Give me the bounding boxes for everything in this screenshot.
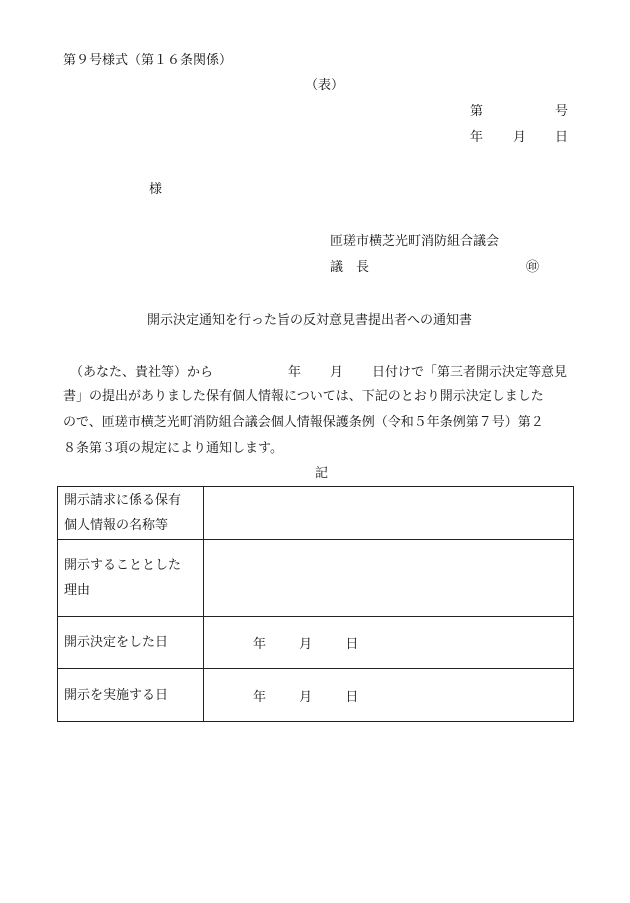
intro-prefix: （あなた、貴社等）から: [70, 365, 214, 380]
ki-label: 記: [315, 466, 329, 481]
date-day: 日: [345, 689, 359, 705]
row-label-line: 開示を実施する日: [64, 687, 169, 703]
sender-title: 議 長: [330, 260, 370, 275]
row-label-info-name: [58, 487, 204, 540]
date-year: 年: [253, 689, 267, 705]
intro-month: 月: [330, 365, 344, 380]
body-line-4: ８条第３項の規定により通知します。: [63, 441, 283, 456]
row-label-implementation-date: [58, 669, 204, 722]
table-row: [58, 487, 574, 540]
row-label-line: 理由: [64, 583, 91, 598]
date-month: 月: [299, 689, 313, 705]
date-month: 月: [299, 637, 313, 652]
row-value-info-name: [204, 487, 574, 540]
row-label-decision-date: [58, 617, 204, 669]
date-year: 年: [470, 130, 484, 145]
disclosure-table: [57, 486, 574, 722]
date-day: 日: [345, 637, 359, 652]
doc-number-dai: 第: [470, 104, 484, 119]
body-line-2: 書」の提出がありました保有個人情報については、下記のとおり開示決定しました: [63, 389, 544, 404]
document-title: 開示決定通知を行った旨の反対意見書提出者への通知書: [147, 313, 473, 328]
row-label-line: 開示請求に係る保有: [64, 493, 182, 508]
row-label-reason: [58, 540, 204, 617]
date-month: 月: [513, 130, 527, 145]
date-year: 年: [253, 637, 267, 652]
sender-organization: 匝瑳市横芝光町消防組合議会: [330, 234, 500, 249]
date-day: 日: [555, 130, 569, 145]
side-label: （表）: [305, 78, 345, 93]
table-row: [58, 669, 574, 722]
row-value-implementation-date: [204, 669, 574, 722]
row-value-decision-date: [204, 617, 574, 669]
intro-suffix: 日付けで「第三者開示決定等意見: [372, 365, 568, 380]
row-label-line: 個人情報の名称等: [64, 518, 169, 533]
intro-year: 年: [288, 365, 302, 380]
form-number: 第９号様式（第１６条関係）: [63, 53, 233, 68]
doc-number-gou: 号: [555, 104, 569, 119]
row-label-line: 開示決定をした日: [64, 635, 169, 650]
table-row: [58, 540, 574, 617]
table-row: [58, 617, 574, 669]
row-label-line: 開示することとした: [64, 558, 182, 573]
addressee-sama: 様: [149, 182, 163, 197]
row-value-reason: [204, 540, 574, 617]
seal-mark: ㊞: [526, 260, 540, 275]
body-line-3: ので、匝瑳市横芝光町消防組合議会個人情報保護条例（令和５年条例第７号）第２: [63, 415, 544, 430]
